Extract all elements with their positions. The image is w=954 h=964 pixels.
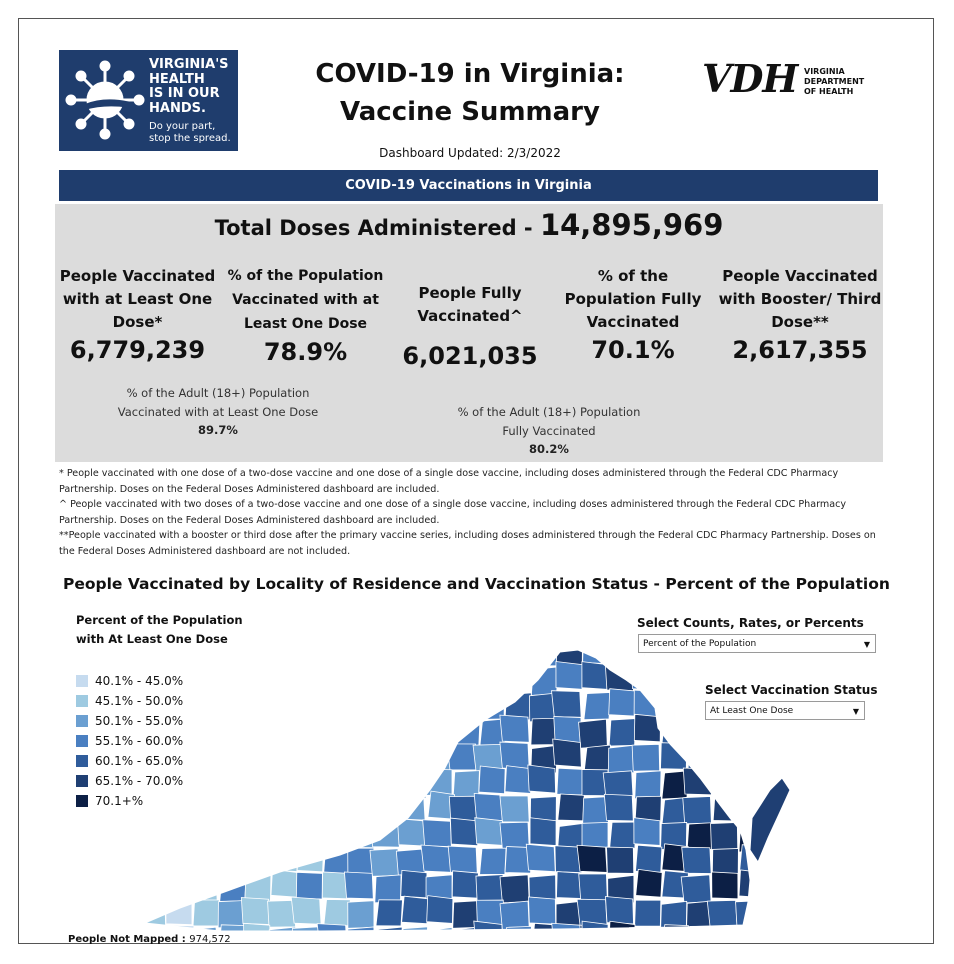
county-shape[interactable] <box>298 714 324 742</box>
logo-tagline: Do your part, stop the spread. <box>149 121 231 144</box>
adult-one-dose-value: 89.7% <box>198 423 238 437</box>
county-shape[interactable] <box>579 874 608 900</box>
county-shape[interactable] <box>427 896 453 924</box>
metric-label: People Vaccinated with at Least One Dose* <box>59 266 216 331</box>
county-shape[interactable] <box>241 665 269 691</box>
county-shape[interactable] <box>372 770 400 797</box>
county-shape[interactable] <box>683 797 712 824</box>
county-shape[interactable] <box>216 687 244 715</box>
county-shape[interactable] <box>296 872 322 899</box>
county-shape[interactable] <box>609 719 635 746</box>
county-shape[interactable] <box>166 770 192 796</box>
legend-title: Percent of the Population with At Least One Dose <box>76 613 243 646</box>
county-shape[interactable] <box>193 745 219 774</box>
county-shape[interactable] <box>712 872 738 899</box>
legend-label: 65.1% - 70.0% <box>95 774 184 788</box>
county-shape[interactable] <box>662 692 688 718</box>
eastern-shore-region <box>750 778 790 862</box>
metric-value: 2,617,355 <box>732 336 868 364</box>
county-shape[interactable] <box>140 743 166 769</box>
county-shape[interactable] <box>322 744 348 770</box>
legend-swatch <box>76 695 88 707</box>
county-shape[interactable] <box>683 768 711 795</box>
county-shape[interactable] <box>400 741 426 768</box>
county-shape[interactable] <box>318 641 348 670</box>
county-shape[interactable] <box>583 640 609 664</box>
county-shape[interactable] <box>500 715 529 742</box>
county-shape[interactable] <box>661 743 687 770</box>
county-shape[interactable] <box>188 875 217 903</box>
county-shape[interactable] <box>450 818 477 846</box>
metric-value: 6,021,035 <box>402 342 538 370</box>
county-shape[interactable] <box>140 640 166 666</box>
county-shape[interactable] <box>372 741 400 768</box>
county-shape[interactable] <box>582 822 608 849</box>
county-shape[interactable] <box>530 818 556 846</box>
county-shape[interactable] <box>402 664 428 691</box>
county-shape[interactable] <box>219 743 245 769</box>
metric-label: % of the Population Fully Vaccinated <box>564 266 702 331</box>
adult-one-dose-label: % of the Adult (18+) Population Vaccinated with at Least One Dose <box>117 386 319 419</box>
county-shape[interactable] <box>217 640 244 665</box>
county-shape[interactable] <box>297 844 323 871</box>
county-shape[interactable] <box>609 689 635 716</box>
county-shape[interactable] <box>557 768 583 795</box>
county-shape[interactable] <box>321 662 347 690</box>
county-shape[interactable] <box>635 845 661 872</box>
county-shape[interactable] <box>737 927 764 932</box>
county-shape[interactable] <box>348 693 374 722</box>
total-doses <box>55 208 883 242</box>
county-shape[interactable] <box>711 822 738 849</box>
vdh-department-text: VIRGINIA DEPARTMENT OF HEALTH <box>804 67 865 96</box>
county-shape[interactable] <box>453 667 479 696</box>
county-shape[interactable] <box>402 896 428 924</box>
footnote: * People vaccinated with one dose of a two-dose vaccine and one dose of a single dose vaccine, including doses administered through the Federal CDC Pharmacy Partnership. Doses on the Federal Doses Administered dashboard are included. <box>59 468 839 495</box>
legend-swatch <box>76 795 88 807</box>
county-shape[interactable] <box>479 640 505 665</box>
county-shape[interactable] <box>348 768 374 795</box>
county-shape[interactable] <box>479 766 505 794</box>
county-shape[interactable] <box>240 768 269 795</box>
county-shape[interactable] <box>526 844 555 872</box>
metric-pct-fully <box>551 264 715 364</box>
county-shape[interactable] <box>556 662 582 690</box>
county-shape[interactable] <box>401 927 427 932</box>
county-shape[interactable] <box>660 662 686 690</box>
vdh-logo <box>700 56 880 107</box>
county-shape[interactable] <box>297 822 323 849</box>
county-shape[interactable] <box>681 875 711 903</box>
legend-label: 50.1% - 55.0% <box>95 714 184 728</box>
adult-fully-label: % of the Adult (18+) Population Fully Vaccinated <box>457 405 641 438</box>
county-shape[interactable] <box>687 823 713 850</box>
county-shape[interactable] <box>193 900 219 926</box>
county-shape[interactable] <box>400 771 426 800</box>
county-shape[interactable] <box>401 870 427 897</box>
county-shape[interactable] <box>162 743 191 769</box>
county-shape[interactable] <box>292 693 321 722</box>
county-shape[interactable] <box>374 662 400 689</box>
county-shape[interactable] <box>245 846 271 873</box>
adult-one-dose <box>113 384 323 440</box>
logo-headline: VIRGINIA'S HEALTH IS IN OUR HANDS. <box>149 57 229 116</box>
county-shape[interactable] <box>737 769 764 795</box>
county-shape[interactable] <box>423 667 452 694</box>
county-shape[interactable] <box>476 875 504 902</box>
county-shape[interactable] <box>369 718 399 744</box>
county-shape[interactable] <box>553 739 582 767</box>
county-shape[interactable] <box>401 693 427 722</box>
adult-fully-value: 80.2% <box>529 442 569 456</box>
county-shape[interactable] <box>239 797 269 826</box>
county-shape[interactable] <box>291 665 321 692</box>
county-shape[interactable] <box>141 692 167 719</box>
adult-fully <box>455 403 643 459</box>
county-shape[interactable] <box>608 640 634 664</box>
county-shape[interactable] <box>267 793 295 820</box>
county-shape[interactable] <box>558 794 584 821</box>
not-mapped-value: 974,572 <box>189 934 231 945</box>
county-shape[interactable] <box>244 820 270 847</box>
county-shape[interactable] <box>370 821 399 848</box>
county-shape[interactable] <box>213 664 243 691</box>
county-shape[interactable] <box>269 768 296 795</box>
county-shape[interactable] <box>272 844 298 872</box>
county-shape[interactable] <box>376 900 402 926</box>
county-shape[interactable] <box>166 794 192 821</box>
county-shape[interactable] <box>427 744 453 770</box>
legend-label: 40.1% - 45.0% <box>95 674 184 688</box>
county-shape[interactable] <box>552 691 582 718</box>
county-shape[interactable] <box>577 845 607 872</box>
county-shape[interactable] <box>214 766 243 793</box>
status-select-value: At Least One Dose <box>710 706 794 716</box>
county-shape[interactable] <box>500 796 529 822</box>
county-shape[interactable] <box>271 718 297 744</box>
county-shape[interactable] <box>707 900 737 927</box>
county-shape[interactable] <box>167 875 193 903</box>
county-shape[interactable] <box>421 845 451 872</box>
county-shape[interactable] <box>218 901 244 928</box>
metric-one-dose <box>55 264 220 364</box>
county-shape[interactable] <box>607 847 634 873</box>
county-shape[interactable] <box>370 849 399 877</box>
total-doses-label: Total Doses Administered - <box>214 216 540 240</box>
legend-label: 55.1% - 60.0% <box>95 734 184 748</box>
county-shape[interactable] <box>736 901 764 928</box>
county-shape[interactable] <box>604 794 633 821</box>
county-shape[interactable] <box>188 795 217 821</box>
metric-label: People Fully Vaccinated^ <box>417 284 523 325</box>
county-shape[interactable] <box>164 823 191 851</box>
county-shape[interactable] <box>426 715 452 742</box>
county-shape[interactable] <box>296 770 322 796</box>
county-shape[interactable] <box>373 692 400 718</box>
county-shape[interactable] <box>323 823 349 852</box>
county-shape[interactable] <box>739 718 765 744</box>
county-shape[interactable] <box>713 745 739 772</box>
metric-value: 6,779,239 <box>69 336 206 364</box>
county-shape[interactable] <box>322 693 348 722</box>
county-shape[interactable] <box>714 771 740 798</box>
county-shape[interactable] <box>428 692 454 719</box>
legend-swatch <box>76 715 88 727</box>
chevron-down-icon[interactable]: ▼ <box>852 707 859 716</box>
legend-label: 60.1% - 65.0% <box>95 754 184 768</box>
county-shape[interactable] <box>662 718 688 745</box>
county-shape[interactable] <box>447 744 477 770</box>
county-shape[interactable] <box>452 871 478 898</box>
county-shape[interactable] <box>245 640 271 663</box>
county-shape[interactable] <box>344 640 373 666</box>
counts-select-label: Select Counts, Rates, or Percents <box>637 616 864 630</box>
county-shape[interactable] <box>167 849 193 878</box>
county-shape[interactable] <box>140 667 166 695</box>
county-shape[interactable] <box>710 926 738 932</box>
county-shape[interactable] <box>140 849 166 878</box>
metric-pct-one-dose <box>223 264 388 366</box>
county-shape[interactable] <box>319 717 347 743</box>
county-shape[interactable] <box>428 640 454 666</box>
page-title: COVID-19 in Virginia: Vaccine Summary <box>315 59 625 127</box>
legend-label: 45.1% - 50.0% <box>95 694 184 708</box>
metric-fully-vaccinated <box>388 264 552 370</box>
county-shape[interactable] <box>293 797 321 825</box>
county-shape[interactable] <box>141 715 167 742</box>
county-shape[interactable] <box>271 823 297 851</box>
county-shape[interactable] <box>452 640 478 665</box>
county-shape[interactable] <box>528 765 556 793</box>
county-shape[interactable] <box>243 691 269 717</box>
legend-swatch <box>76 675 88 687</box>
county-shape[interactable] <box>577 899 607 925</box>
county-shape[interactable] <box>500 641 529 670</box>
counts-select[interactable] <box>638 634 876 653</box>
county-shape[interactable] <box>344 791 373 819</box>
county-shape[interactable] <box>140 873 166 899</box>
people-not-mapped <box>68 934 231 945</box>
county-shape[interactable] <box>451 688 477 716</box>
county-shape[interactable] <box>344 719 373 747</box>
county-shape[interactable] <box>267 641 295 668</box>
footnote: ^ People vaccinated with two doses of a two-dose vaccine and one dose of a single dose vaccine, including doses administered through the Federal CDC Pharmacy Partnership. Doses on the Federal Doses Administered dashboard are included. <box>59 499 847 526</box>
county-shape[interactable] <box>423 820 452 847</box>
county-shape[interactable] <box>479 663 505 690</box>
county-shape[interactable] <box>500 822 529 849</box>
chevron-down-icon[interactable]: ▼ <box>863 640 870 649</box>
county-shape[interactable] <box>635 900 661 926</box>
county-shape[interactable] <box>188 848 217 875</box>
county-shape[interactable] <box>605 896 633 923</box>
county-shape[interactable] <box>219 822 245 848</box>
county-shape[interactable] <box>474 794 503 821</box>
county-shape[interactable] <box>324 899 350 925</box>
status-select[interactable] <box>705 701 865 720</box>
county-shape[interactable] <box>323 769 349 796</box>
county-shape[interactable] <box>321 797 348 825</box>
county-shape[interactable] <box>163 640 191 666</box>
county-shape[interactable] <box>500 901 529 930</box>
county-shape[interactable] <box>448 846 477 873</box>
county-shape[interactable] <box>398 715 425 742</box>
county-shape[interactable] <box>291 897 321 924</box>
legend-label: 70.1+% <box>95 794 144 808</box>
county-shape[interactable] <box>188 641 217 670</box>
legend-swatch <box>76 735 88 747</box>
county-shape[interactable] <box>375 875 401 903</box>
county-shape[interactable] <box>556 640 582 665</box>
county-shape[interactable] <box>401 640 427 665</box>
county-shape[interactable] <box>610 822 636 848</box>
map-title: People Vaccinated by Locality of Residence and Vaccination Status - Percent of the Population <box>63 575 890 593</box>
county-shape[interactable] <box>241 897 269 924</box>
county-shape[interactable] <box>296 640 322 666</box>
county-shape[interactable] <box>713 794 739 821</box>
county-shape[interactable] <box>632 744 660 771</box>
county-shape[interactable] <box>165 719 192 748</box>
footnotes <box>59 466 879 559</box>
county-shape[interactable] <box>739 870 765 898</box>
legend-swatch <box>76 775 88 787</box>
county-shape[interactable] <box>188 715 217 742</box>
county-shape[interactable] <box>188 688 217 716</box>
county-shape[interactable] <box>371 640 399 666</box>
vdh-mark: VDH <box>702 56 798 101</box>
county-shape[interactable] <box>246 742 272 769</box>
county-shape[interactable] <box>216 717 244 743</box>
county-shape[interactable] <box>500 875 529 903</box>
county-shape[interactable] <box>662 925 688 932</box>
county-shape[interactable] <box>634 818 660 846</box>
county-shape[interactable] <box>294 745 321 774</box>
county-shape[interactable] <box>140 797 165 825</box>
county-shape[interactable] <box>605 664 633 691</box>
metric-booster <box>717 264 883 364</box>
county-shape[interactable] <box>348 667 374 696</box>
county-shape[interactable] <box>505 766 531 794</box>
county-shape[interactable] <box>529 897 556 924</box>
county-shape[interactable] <box>375 796 401 823</box>
county-shape[interactable] <box>426 769 452 795</box>
not-mapped-label: People Not Mapped : <box>68 934 190 945</box>
county-shape[interactable] <box>480 848 506 874</box>
county-shape[interactable] <box>579 719 608 748</box>
footnote: **People vaccinated with a booster or third dose after the primary vaccine series, including doses administered through the Federal CDC Pharmacy Partnership. Doses on the Federal Doses Administered dashboard are not included. <box>59 530 876 557</box>
legend-swatch <box>76 755 88 767</box>
county-shape[interactable] <box>635 771 661 799</box>
counts-select-value: Percent of the Population <box>643 639 757 649</box>
county-shape[interactable] <box>636 869 662 897</box>
county-shape[interactable] <box>193 666 219 693</box>
county-shape[interactable] <box>682 847 711 873</box>
dashboard-updated: Dashboard Updated: 2/3/2022 <box>379 146 561 160</box>
county-shape[interactable] <box>348 741 374 768</box>
county-shape[interactable] <box>168 667 194 696</box>
county-shape[interactable] <box>166 898 192 925</box>
metric-value: 78.9% <box>263 338 348 366</box>
county-shape[interactable] <box>267 740 295 768</box>
county-shape[interactable] <box>242 713 269 741</box>
county-shape[interactable] <box>532 640 558 666</box>
county-shape[interactable] <box>688 744 714 771</box>
county-shape[interactable] <box>140 768 165 795</box>
county-shape[interactable] <box>272 692 298 718</box>
county-shape[interactable] <box>582 662 608 690</box>
metric-label: % of the Population Vaccinated with at Least One Dose <box>227 268 384 332</box>
county-shape[interactable] <box>188 769 217 796</box>
summary-panel <box>55 204 883 462</box>
county-shape[interactable] <box>268 900 296 927</box>
county-shape[interactable] <box>348 901 374 929</box>
status-select-label: Select Vaccination Status <box>705 683 878 697</box>
section-banner: COVID-19 Vaccinations in Virginia <box>59 170 878 201</box>
county-shape[interactable] <box>684 718 711 744</box>
county-shape[interactable] <box>271 664 297 691</box>
county-shape[interactable] <box>220 846 246 873</box>
county-shape[interactable] <box>141 926 167 932</box>
county-shape[interactable] <box>584 692 610 719</box>
metric-label: People Vaccinated with Booster/ Third Dose** <box>718 266 882 331</box>
county-shape[interactable] <box>712 848 738 875</box>
total-doses-value: 14,895,969 <box>539 208 724 242</box>
county-shape[interactable] <box>608 745 634 774</box>
county-shape[interactable] <box>554 717 582 744</box>
virus-icon <box>65 58 145 142</box>
county-shape[interactable] <box>165 688 192 716</box>
county-shape[interactable] <box>142 817 168 845</box>
county-shape[interactable] <box>500 661 529 689</box>
metric-value: 70.1% <box>591 336 675 364</box>
county-shape[interactable] <box>475 818 504 846</box>
county-shape[interactable] <box>376 927 402 932</box>
county-shape[interactable] <box>344 872 373 899</box>
county-shape[interactable] <box>214 796 243 822</box>
county-shape[interactable] <box>500 742 529 769</box>
county-shape[interactable] <box>735 740 763 768</box>
county-shape[interactable] <box>193 819 219 846</box>
virginia-health-logo <box>59 50 238 151</box>
